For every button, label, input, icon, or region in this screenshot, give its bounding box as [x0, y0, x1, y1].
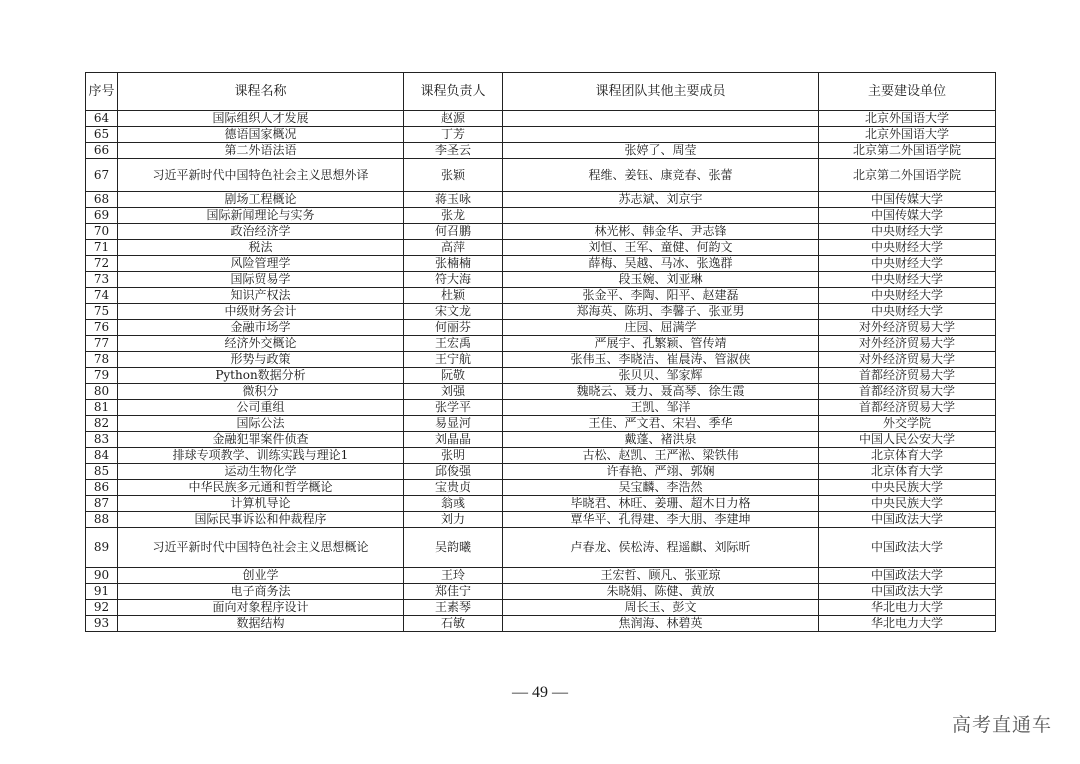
- cell-index: 78: [86, 352, 118, 368]
- table-row: [86, 320, 996, 336]
- table-row: [86, 400, 996, 416]
- cell-team-members: 王宏哲、顾凡、张亚琼: [503, 568, 819, 584]
- cell-course-name: 创业学: [118, 568, 404, 584]
- table-body: [86, 111, 996, 632]
- header-index: 序号: [86, 73, 118, 111]
- cell-unit: 对外经济贸易大学: [819, 352, 996, 368]
- cell-index: 71: [86, 240, 118, 256]
- cell-course-name: 计算机导论: [118, 496, 404, 512]
- cell-team-members: 毕晓君、林旺、姜珊、超木日力格: [503, 496, 819, 512]
- cell-index: 86: [86, 480, 118, 496]
- cell-course-lead: 吴韵曦: [404, 528, 503, 568]
- cell-index: 70: [86, 224, 118, 240]
- cell-team-members: 覃华平、孔得建、李大朋、李建坤: [503, 512, 819, 528]
- cell-course-lead: 张楠楠: [404, 256, 503, 272]
- cell-course-name: 知识产权法: [118, 288, 404, 304]
- cell-index: 84: [86, 448, 118, 464]
- table-row: [86, 272, 996, 288]
- cell-team-members: 林光彬、韩金华、尹志锋: [503, 224, 819, 240]
- table-row: [86, 352, 996, 368]
- course-table-container: [85, 72, 995, 632]
- cell-unit: 对外经济贸易大学: [819, 336, 996, 352]
- table-row: [86, 127, 996, 143]
- cell-unit: 首都经济贸易大学: [819, 368, 996, 384]
- cell-course-lead: 杜颖: [404, 288, 503, 304]
- table-row: [86, 159, 996, 192]
- cell-course-name: 国际民事诉讼和仲裁程序: [118, 512, 404, 528]
- cell-course-lead: 王宁航: [404, 352, 503, 368]
- cell-course-name: 中级财务会计: [118, 304, 404, 320]
- cell-team-members: [503, 208, 819, 224]
- cell-team-members: 王凯、邹洋: [503, 400, 819, 416]
- table-row: [86, 143, 996, 159]
- cell-unit: 中央财经大学: [819, 304, 996, 320]
- cell-course-name: 税法: [118, 240, 404, 256]
- table-row: [86, 480, 996, 496]
- cell-course-lead: 蒋玉咏: [404, 192, 503, 208]
- cell-unit: 首都经济贸易大学: [819, 384, 996, 400]
- cell-course-lead: 何召鹏: [404, 224, 503, 240]
- table-row: [86, 496, 996, 512]
- cell-team-members: 刘恒、王军、童健、何韵文: [503, 240, 819, 256]
- table-row: [86, 368, 996, 384]
- cell-course-lead: 王玲: [404, 568, 503, 584]
- cell-course-lead: 宋文龙: [404, 304, 503, 320]
- cell-team-members: [503, 127, 819, 143]
- table-row: [86, 464, 996, 480]
- table-row: [86, 384, 996, 400]
- cell-team-members: 苏志斌、刘京宇: [503, 192, 819, 208]
- cell-course-lead: 赵源: [404, 111, 503, 127]
- cell-course-lead: 何丽芬: [404, 320, 503, 336]
- cell-index: 92: [86, 600, 118, 616]
- cell-unit: 北京第二外国语学院: [819, 143, 996, 159]
- cell-course-name: 公司重组: [118, 400, 404, 416]
- cell-course-lead: 易显河: [404, 416, 503, 432]
- cell-index: 68: [86, 192, 118, 208]
- cell-index: 77: [86, 336, 118, 352]
- cell-course-name: 形势与政策: [118, 352, 404, 368]
- cell-unit: 中国政法大学: [819, 528, 996, 568]
- cell-unit: 华北电力大学: [819, 600, 996, 616]
- cell-index: 69: [86, 208, 118, 224]
- cell-team-members: 许春艳、严翊、郭娴: [503, 464, 819, 480]
- cell-course-name: 排球专项教学、训练实践与理论1: [118, 448, 404, 464]
- cell-course-name: 政治经济学: [118, 224, 404, 240]
- cell-course-name: 金融市场学: [118, 320, 404, 336]
- cell-team-members: 焦润海、林碧英: [503, 616, 819, 632]
- cell-index: 64: [86, 111, 118, 127]
- table-row: [86, 584, 996, 600]
- cell-unit: 中央民族大学: [819, 480, 996, 496]
- cell-index: 80: [86, 384, 118, 400]
- cell-course-name: 金融犯罪案件侦查: [118, 432, 404, 448]
- cell-course-lead: 王宏禹: [404, 336, 503, 352]
- cell-index: 65: [86, 127, 118, 143]
- cell-unit: 北京外国语大学: [819, 111, 996, 127]
- cell-course-lead: 刘强: [404, 384, 503, 400]
- cell-team-members: 薛梅、吴越、马冰、张逸群: [503, 256, 819, 272]
- cell-unit: 中国政法大学: [819, 568, 996, 584]
- table-row: [86, 568, 996, 584]
- cell-team-members: 戴蓬、褚洪泉: [503, 432, 819, 448]
- table-row: [86, 240, 996, 256]
- cell-unit: 中国政法大学: [819, 584, 996, 600]
- cell-index: 81: [86, 400, 118, 416]
- cell-course-name: 第二外语法语: [118, 143, 404, 159]
- cell-course-name: 国际新闻理论与实务: [118, 208, 404, 224]
- cell-team-members: 古松、赵凯、王严淞、梁铁伟: [503, 448, 819, 464]
- cell-course-lead: 李圣云: [404, 143, 503, 159]
- cell-index: 83: [86, 432, 118, 448]
- cell-unit: 首都经济贸易大学: [819, 400, 996, 416]
- cell-team-members: 王佳、严文君、宋岩、季华: [503, 416, 819, 432]
- cell-unit: 华北电力大学: [819, 616, 996, 632]
- header-team-members: 课程团队其他主要成员: [503, 73, 819, 111]
- cell-course-name: 国际贸易学: [118, 272, 404, 288]
- table-row: [86, 208, 996, 224]
- cell-index: 67: [86, 159, 118, 192]
- cell-course-lead: 王素琴: [404, 600, 503, 616]
- cell-unit: 北京体育大学: [819, 464, 996, 480]
- cell-course-lead: 邱俊强: [404, 464, 503, 480]
- cell-index: 79: [86, 368, 118, 384]
- cell-course-lead: 郑佳宁: [404, 584, 503, 600]
- table-row: [86, 432, 996, 448]
- cell-course-lead: 张明: [404, 448, 503, 464]
- cell-unit: 中央民族大学: [819, 496, 996, 512]
- cell-course-name: 经济外交概论: [118, 336, 404, 352]
- table-row: [86, 256, 996, 272]
- cell-team-members: 吴宝麟、李浩然: [503, 480, 819, 496]
- cell-team-members: 周长玉、彭文: [503, 600, 819, 616]
- cell-team-members: 卢春龙、侯松涛、程遥麒、刘际昕: [503, 528, 819, 568]
- cell-course-name: 电子商务法: [118, 584, 404, 600]
- table-row: [86, 111, 996, 127]
- cell-unit: 中央财经大学: [819, 256, 996, 272]
- cell-index: 73: [86, 272, 118, 288]
- cell-unit: 对外经济贸易大学: [819, 320, 996, 336]
- table-row: [86, 192, 996, 208]
- table-header-row: [86, 73, 996, 111]
- table-row: [86, 600, 996, 616]
- table-row: [86, 336, 996, 352]
- cell-team-members: 魏晓云、聂力、聂高琴、徐生霞: [503, 384, 819, 400]
- cell-course-name: 习近平新时代中国特色社会主义思想概论: [118, 528, 404, 568]
- cell-team-members: 郑海英、陈玥、李馨子、张亚男: [503, 304, 819, 320]
- table-row: [86, 528, 996, 568]
- cell-team-members: 张婷了、周莹: [503, 143, 819, 159]
- watermark: 高考直通车: [951, 714, 1052, 736]
- cell-unit: 中国传媒大学: [819, 208, 996, 224]
- header-course-name: 课程名称: [118, 73, 404, 111]
- cell-course-name: 运动生物化学: [118, 464, 404, 480]
- cell-unit: 中央财经大学: [819, 288, 996, 304]
- cell-unit: 中国人民公安大学: [819, 432, 996, 448]
- cell-course-name: 习近平新时代中国特色社会主义思想外译: [118, 159, 404, 192]
- cell-index: 89: [86, 528, 118, 568]
- cell-course-lead: 张学平: [404, 400, 503, 416]
- cell-course-name: 数据结构: [118, 616, 404, 632]
- cell-course-name: 德语国家概况: [118, 127, 404, 143]
- cell-team-members: 张贝贝、邹家辉: [503, 368, 819, 384]
- page-number: — 49 —: [512, 684, 568, 701]
- cell-index: 91: [86, 584, 118, 600]
- cell-course-lead: 宝贵贞: [404, 480, 503, 496]
- cell-unit: 外交学院: [819, 416, 996, 432]
- cell-course-name: 国际公法: [118, 416, 404, 432]
- table-row: [86, 616, 996, 632]
- cell-team-members: 张伟玉、李晓洁、崔晨涛、管淑侠: [503, 352, 819, 368]
- table-row: [86, 512, 996, 528]
- cell-course-lead: 刘力: [404, 512, 503, 528]
- header-course-lead: 课程负责人: [404, 73, 503, 111]
- table-row: [86, 304, 996, 320]
- course-table: [85, 72, 996, 632]
- table-row: [86, 288, 996, 304]
- cell-index: 93: [86, 616, 118, 632]
- cell-course-lead: 张颖: [404, 159, 503, 192]
- cell-index: 66: [86, 143, 118, 159]
- cell-course-lead: 刘晶晶: [404, 432, 503, 448]
- cell-course-name: 剧场工程概论: [118, 192, 404, 208]
- cell-course-lead: 高萍: [404, 240, 503, 256]
- cell-unit: 中央财经大学: [819, 272, 996, 288]
- cell-unit: 中央财经大学: [819, 224, 996, 240]
- cell-unit: 中国政法大学: [819, 512, 996, 528]
- header-unit: 主要建设单位: [819, 73, 996, 111]
- cell-index: 87: [86, 496, 118, 512]
- cell-team-members: 段玉婉、刘亚琳: [503, 272, 819, 288]
- cell-index: 88: [86, 512, 118, 528]
- cell-unit: 中央财经大学: [819, 240, 996, 256]
- cell-course-name: 风险管理学: [118, 256, 404, 272]
- cell-team-members: [503, 111, 819, 127]
- cell-course-name: 国际组织人才发展: [118, 111, 404, 127]
- table-row: [86, 448, 996, 464]
- cell-course-lead: 符大海: [404, 272, 503, 288]
- cell-course-name: 中华民族多元通和哲学概论: [118, 480, 404, 496]
- cell-index: 72: [86, 256, 118, 272]
- cell-course-lead: 丁芳: [404, 127, 503, 143]
- cell-course-name: 面向对象程序设计: [118, 600, 404, 616]
- cell-course-name: Python数据分析: [118, 368, 404, 384]
- cell-team-members: 程维、姜钰、康竞春、张蕾: [503, 159, 819, 192]
- cell-team-members: 严展宇、孔繁颖、管传靖: [503, 336, 819, 352]
- cell-index: 90: [86, 568, 118, 584]
- cell-course-lead: 翁彧: [404, 496, 503, 512]
- cell-course-lead: 张龙: [404, 208, 503, 224]
- cell-course-lead: 石敏: [404, 616, 503, 632]
- cell-index: 74: [86, 288, 118, 304]
- cell-index: 76: [86, 320, 118, 336]
- cell-unit: 中国传媒大学: [819, 192, 996, 208]
- cell-unit: 北京体育大学: [819, 448, 996, 464]
- cell-team-members: 朱晓娟、陈健、黄放: [503, 584, 819, 600]
- cell-unit: 北京第二外国语学院: [819, 159, 996, 192]
- table-row: [86, 416, 996, 432]
- cell-index: 85: [86, 464, 118, 480]
- cell-course-lead: 阮敬: [404, 368, 503, 384]
- cell-team-members: 庄园、屈满学: [503, 320, 819, 336]
- table-row: [86, 224, 996, 240]
- cell-index: 75: [86, 304, 118, 320]
- cell-team-members: 张金平、李陶、阳平、赵建磊: [503, 288, 819, 304]
- cell-course-name: 微积分: [118, 384, 404, 400]
- cell-index: 82: [86, 416, 118, 432]
- cell-unit: 北京外国语大学: [819, 127, 996, 143]
